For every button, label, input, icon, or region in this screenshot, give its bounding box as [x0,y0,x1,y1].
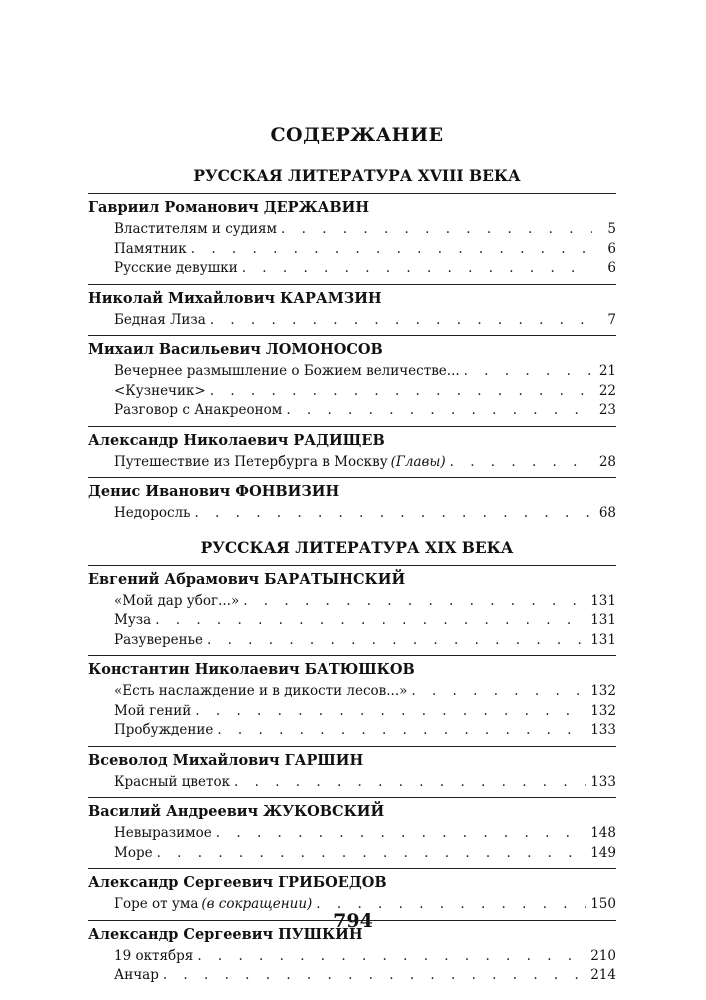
entry-page-number: 133 [590,773,616,790]
works-list [88,592,616,651]
entry-page-number: 133 [590,722,616,738]
author-heading: Александр Николаевич РАДИЩЕВ [88,426,616,451]
author-heading: Михаил Васильевич ЛОМОНОСОВ [88,335,616,360]
author-heading: Гавриил Романович ДЕРЖАВИН [88,193,616,218]
toc-entry[interactable] [114,773,616,793]
author-heading: Василий Андреевич ЖУКОВСКИЙ [88,797,616,822]
dot-leader [207,631,586,651]
toc-entry[interactable] [114,382,616,402]
toc-entry[interactable] [114,453,616,473]
toc-entry[interactable] [114,240,616,260]
entry-title: Властителям и судиям [114,221,278,237]
author-heading: Константин Николаевич БАТЮШКОВ [88,655,616,680]
dot-leader [163,966,586,986]
works-list [88,453,616,473]
entry-title: Разговор с Анакреоном [114,402,283,418]
toc-entry[interactable] [114,611,616,631]
works-list [88,362,616,421]
toc-sections [88,166,616,986]
entry-title: Вечернее размышление о Божием величестве... [114,363,460,379]
entry-title: Бедная Лиза [114,311,206,328]
dot-leader [464,362,592,382]
dot-leader [194,504,592,524]
author-heading: Всеволод Михайлович ГАРШИН [88,746,616,771]
toc-entry[interactable] [114,592,616,612]
dot-leader [155,611,586,631]
entry-page-number: 150 [590,896,616,912]
dot-leader [195,702,586,722]
toc-entry[interactable] [114,362,616,382]
entry-title: Пробуждение [114,722,214,738]
entry-note: (Главы) [390,453,446,470]
toc-entry[interactable] [114,824,616,844]
author-heading: Денис Иванович ФОНВИЗИН [88,477,616,502]
entry-title: Невыразимое [114,825,212,841]
toc-entry[interactable] [114,966,616,986]
entry-title: Разуверенье [114,631,203,648]
entry-title: Русские девушки [114,260,238,276]
entry-page-number: 214 [590,967,616,983]
works-list [88,682,616,741]
entry-page-number: 22 [598,382,616,399]
dot-leader [281,220,592,240]
toc-entry[interactable] [114,631,616,651]
toc-entry[interactable] [114,682,616,702]
entry-page-number: 131 [590,612,616,628]
page-number: 794 [333,910,373,932]
dot-leader [286,401,592,421]
entry-title: «Есть наслаждение и в дикости лесов...» [114,683,408,699]
section-title: РУССКАЯ ЛИТЕРАТУРА XVIII ВЕКА [193,166,521,185]
toc-entry[interactable] [114,220,616,240]
toc-entry[interactable] [114,702,616,722]
entry-title: Недоросль [114,505,191,521]
entry-title: 19 октября [114,947,194,964]
entry-title: Памятник [114,240,187,257]
section-title: РУССКАЯ ЛИТЕРАТУРА XIX ВЕКА [200,537,514,557]
entry-page-number: 132 [590,683,616,699]
dot-leader [217,721,586,741]
author-heading: Николай Михайлович КАРАМЗИН [88,284,616,309]
author-heading: Александр Сергеевич ПУШКИН [88,920,616,945]
entry-page-number: 131 [590,592,616,609]
entry-page-number: 148 [590,825,616,841]
entry-page-number: 210 [590,947,616,964]
entry-title: <Кузнечик> [114,382,206,399]
page-title: СОДЕРЖАНИЕ [270,124,444,146]
entry-title: Анчар [114,967,159,983]
entry-title: Муза [114,612,152,628]
entry-page-number: 6 [607,260,616,276]
entry-page-number: 132 [590,702,616,719]
dot-leader [243,592,586,612]
works-list [88,504,616,524]
works-list [88,947,616,986]
entry-title: Красный цветок [114,773,231,790]
author-heading: Александр Сергеевич ГРИБОЕДОВ [88,868,616,893]
toc-entry[interactable] [114,721,616,741]
toc-entry[interactable] [114,311,616,331]
entry-page-number: 149 [590,844,616,861]
table-of-contents [88,124,616,1000]
dot-leader [191,240,592,260]
dot-leader [157,844,587,864]
entry-page-number: 7 [607,311,616,328]
dot-leader [242,259,592,279]
works-list [88,824,616,863]
entry-title: «Мой дар убог...» [114,592,240,609]
dot-leader [450,453,592,473]
entry-title: Море [114,844,153,861]
dot-leader [234,773,586,793]
dot-leader [411,682,586,702]
entry-note: (в сокращении) [201,896,313,912]
entry-page-number: 131 [590,631,616,648]
dot-leader [197,947,586,967]
entry-page-number: 68 [598,505,616,521]
works-list [88,220,616,279]
works-list [88,311,616,331]
dot-leader [210,382,592,402]
toc-entry[interactable] [114,844,616,864]
entry-page-number: 21 [598,363,616,379]
entry-title: Мой гений [114,702,192,719]
entry-title: Путешествие из Петербурга в Москву [114,453,388,470]
toc-entry[interactable] [114,504,616,524]
author-heading: Евгений Абрамович БАРАТЫНСКИЙ [88,565,616,590]
toc-entry[interactable] [114,401,616,421]
toc-entry[interactable] [114,259,616,279]
entry-title: Горе от ума [114,896,199,912]
entry-page-number: 6 [607,240,616,257]
entry-page-number: 5 [607,221,616,237]
entry-page-number: 28 [598,453,616,470]
dot-leader [210,311,592,331]
toc-section [88,166,616,524]
works-list [88,773,616,793]
entry-page-number: 23 [598,402,616,418]
dot-leader [216,824,586,844]
toc-entry[interactable] [114,947,616,967]
